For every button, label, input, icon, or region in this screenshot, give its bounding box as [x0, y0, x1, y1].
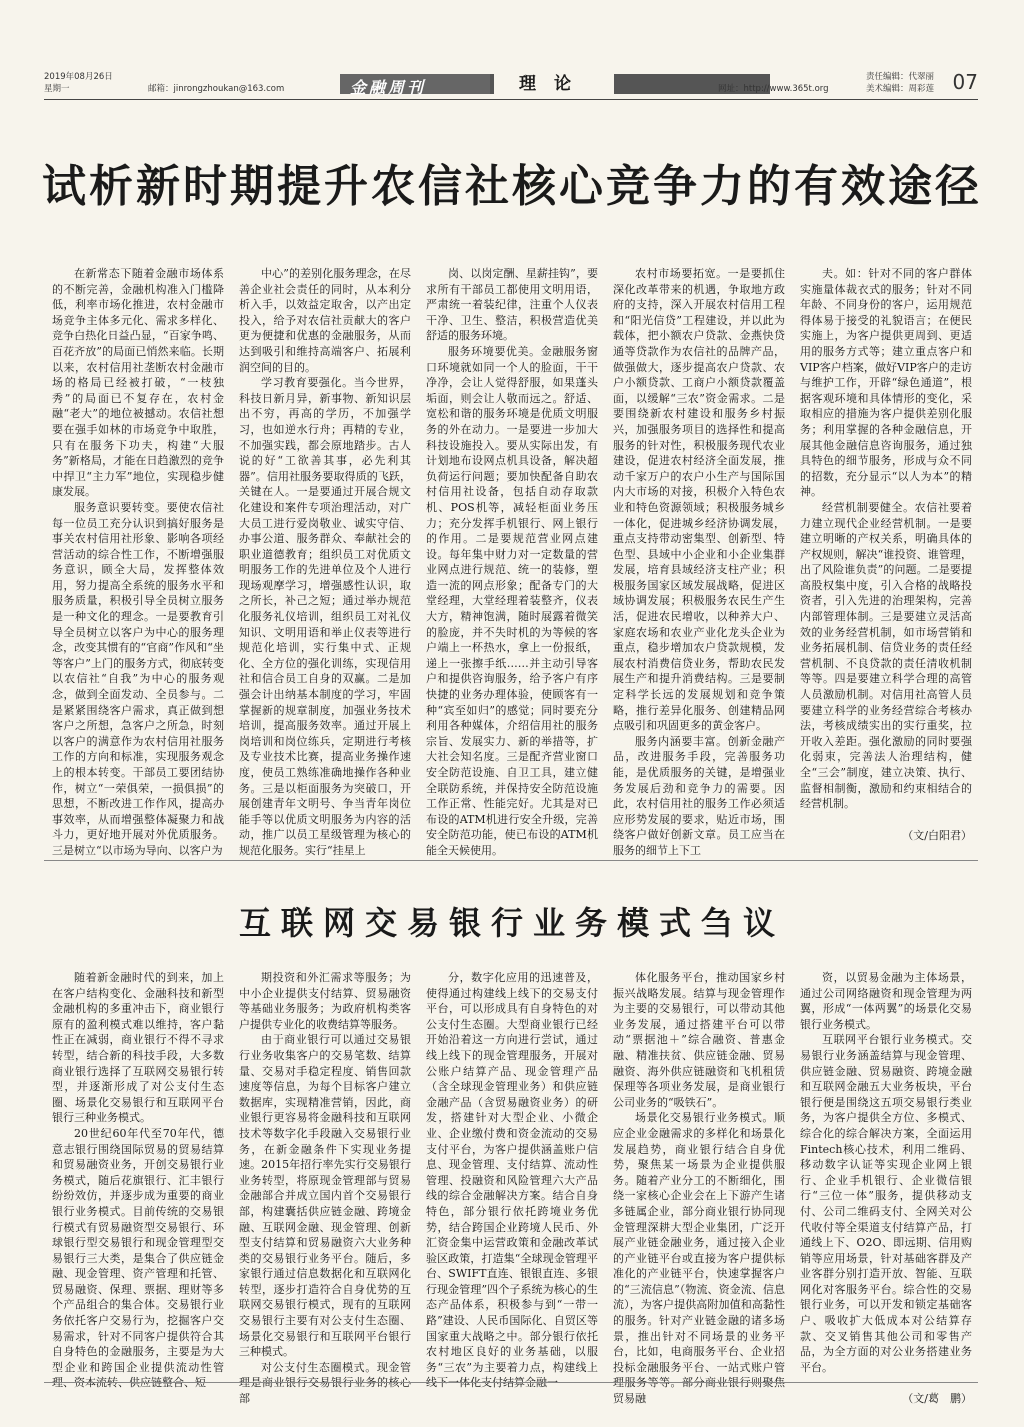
- issue-weekday: 星期一: [44, 84, 70, 94]
- article2-column-3: [426, 970, 598, 1390]
- article1-column-4: [613, 266, 785, 857]
- paragraph: 场景化交易银行业务模式。顺应企业金融需求的多样化和场景化发展趋势，商业银行结合自身优势，聚焦某一场景为企业提供服务。随着产业分工的不断细化，围绕一家核心企业会在上下游产生诸多链属企业，部分商业银行协同现金管理深耕大型企业集团，广泛开展产业链金融业务，通过接入企业的产业链平台或直接为客户提供标准化的产业链平台，快速掌握客户的“三流信息”（物流、资金流、信息流），为客户提供高附加值和高黏性的服务。针对产业链金融的诸多场景，推出针对不同场景的业务平台，比如，电商服务平台、企业招投标金融服务平台、一站式账户管理服务等等。部分商业银行则聚焦贸易融: [613, 1111, 785, 1406]
- paragraph: 随着新金融时代的到来，加上在客户结构变化、金融科技和新型金融机构的多重冲击下，商业银行原有的盈利模式难以维持，客户黏性正在减弱，商业银行不得不寻求转型，结合新的科技手段，大多数商业银行选择了互联网交易银行转型，并逐渐形成了对公支付生态圈、场景化交易银行和互联网平台银行三种业务模式。: [52, 971, 224, 1125]
- article1-title: 试析新时期提升农信社核心竞争力的有效途径: [42, 161, 982, 212]
- article2-body: [52, 970, 972, 1406]
- article1-body: [52, 266, 972, 857]
- article1-column-5: [800, 266, 972, 842]
- responsible-editor: 责任编辑：代翠丽: [866, 72, 935, 82]
- paragraph: 中心”的差别化服务理念，在尽善企业社会责任的同时，从本利分析入手，以效益定取舍，以产出定投入，给予对农信社贡献大的客户更为便捷和优惠的金融服务，从而达到吸引和维持高端客户、拓展利润空间的目的。: [239, 267, 411, 374]
- paragraph: 互联网平台银行业务模式。交易银行业务涵盖结算与现金管理、供应链金融、贸易融资、跨境金融和互联网金融五大业务板块，平台银行便是围绕这五项交易银行类业务，为客户提供全方位、多模式、综合化的综合解决方案，全面运用Fintech核心技术，利用二维码、移动数字认证等实现企业网上银行、企业手机银行、企业微信银行“三位一体”服务，提供移动支付、公司二维码支付、全网关对公代收付等全渠道支付结算产品，打通线上下、O2O、即远期、信用购销等应用场景，针对基础客群及产业客群分别打造开放、智能、互联网化对客服务平台。综合性的交易银行业务，可以开发和锁定基础客户、吸收扩大低成本对公结算存款、交叉销售其他公司和零售产品，为全方面的对公业务搭建业务平台。: [800, 1033, 972, 1374]
- paragraph: 农村市场要拓宽。一是要抓住深化改革带来的机遇，争取地方政府的支持，深入开展农村信用工程和“阳光信贷”工程建设，并以此为载体，把小额农户贷款、金燕快贷通等贷款作为农信社的品牌产品，做强做大，逐步提高农户贷款、农户小额贷款、工商户小额贷款覆盖面，以缓解“三农”资金需求。二是要围绕新农村建设和服务乡村振兴，加强服务项目的选择性和提高服务的针对性，积极服务现代农业建设，促进农村经济全面发展，推动千家万户的农户小生产与国际国内大市场的对接，积极介入特色农业和特色资源领域；积极服务城乡一体化，促进城乡经济协调发展，重点支持带动密集型、创新型、特色型、县域中小企业和小企业集群发展，培育县域经济支柱产业；积极服务国家区域发展战略，促进区域协调发展；积极服务农民生产生活，促进农民增收，以种养大户、家庭农场和农业产业化龙头企业为重点，稳步增加农户贷款规模，发展农村消费信贷业务，帮助农民发展生产和提升消费结构。三是要制定科学长远的发展规划和竞争策略，推行差异化服务、创建精品网点吸引和巩固更多的黄金客户。: [613, 267, 785, 733]
- article2-column-4: [613, 970, 785, 1406]
- article1-column-3: [426, 266, 598, 857]
- paragraph: 服务意识要转变。要使农信社每一位员工充分认识到搞好服务是事关农村信用社形象、影响各项经营活动的综合性工作，不断增强服务意识，顾全大局，发挥整体效用，努力提高全系统的服务水平和服务质量，积极引导全员树立服务是一种文化的理念。一是要教育引导全员树立以客户为中心的服务理念，改变其惯有的“官商”作风和“坐等客户”上门的服务方式，彻底转变以农信社“自我”为中心的服务观念，做到全面发动、全员参与。二是紧紧围绕客户需求，真正做到想客户之所想，急客户之所急，时刻以客户的满意作为农村信用社服务工作的方向和标准，实现服务观念上的根本转变。干部员工要团结协作，树立“一荣俱荣，一损俱损”的思想，不断改进工作作风，提高办事效率，从而增强整体凝聚力和战斗力，更好地开展对外优质服务。三是树立“以市场为导向、以客户为: [52, 500, 224, 857]
- page-number: 07: [952, 70, 978, 94]
- header-rule: [44, 99, 978, 100]
- brand-name: 金融周刊: [350, 78, 427, 97]
- section-name: 理论: [494, 74, 614, 94]
- paragraph: 学习教育要强化。当今世界，科技日新月异，新事物、新知识层出不穷，再高的学历，不加强学习，也如逆水行舟；再精的专业，不加强实践，都会原地踏步。古人说的好“工欲善其事，必先利其器”。信用社服务要取得质的飞跃，关键在人。一是要通过开展合规文化建设和案件专项治理活动，对广大员工进行爱岗敬业、诚实守信、办事公道、服务群众、奉献社会的职业道德教育；组织员工对优质文明服务工作的先进单位及个人进行现场观摩学习，增强感性认识，取之所长，补己之短；通过举办规范化服务礼仪培训，组织员工对礼仪知识、文明用语和举止仪表等进行规范化培训，实行集中式、正规化、全方位的强化训练，实现信用社和信合员工自身的双赢。二是加强会计出纳基本制度的学习，牢固掌握新的规章制度，加强业务技术培训，提高服务效率。通过开展上岗培训和岗位练兵，定期进行考核及专业技术比赛，提高业务操作速度，使员工熟练准确地操作各种业务。三是以柜面服务为突破口，开展创建青年文明号、争当青年岗位能手等以优质文明服务为内容的活动，推广以员工星级管理为核心的规范化服务。实行“挂星上: [239, 376, 411, 857]
- paragraph: 岗、以岗定酬、星薪挂钩”，要求所有干部员工都使用文明用语，严肃统一着装纪律，注重个人仪表干净、卫生、整洁，积极营造优美舒适的服务环境。: [426, 267, 598, 343]
- paragraph: 服务内涵要丰富。创新金融产品，改进服务手段，完善服务功能，是优质服务的关键，是增强业务发展后劲和竞争力的需要。因此，农村信用社的服务工作必须适应形势发展的要求，贴近市场，围绕客户做好创新文章。员工应当在服务的细节上下工: [613, 734, 785, 857]
- article2-title: 互联网交易银行业务模式刍议: [238, 904, 785, 942]
- article-divider: [44, 860, 978, 861]
- article2-author: （文/葛 鹏）: [902, 1392, 972, 1406]
- article1-column-1: [52, 266, 224, 857]
- paragraph: 20世纪60年代至70年代，德意志银行围绕国际贸易的贸易结算和贸易融资业务，开创交易银行业务模式，随后花旗银行、汇丰银行纷纷效仿，并逐步成为重要的商业银行业务模式。目前传统的交易银行模式有贸易融资型交易银行、环球银行型交易银行和现金管理型交易银行三大类，是集合了供应链金融、现金管理、资产管理和托管、贸易融资、保理、票据、理财等多个产品组合的集合体。交易银行业务依托客户交易行为，挖掘客户交易需求，针对不同客户提供符合其自身特色的金融服务，主要是为大型企业和跨国企业提供流动性管理、资本流转、供应链整合、短: [52, 1126, 224, 1390]
- paragraph: 体化服务平台，推动国家乡村振兴战略发展。结算与现金管理作为主要的交易银行，可以带动其他业务发展，通过搭建平台可以带动“票据池＋”综合融资、普惠金融、精准扶贫、供应链金融、贸易融资、海外供应链融资和飞机租赁保理等各项业务发展，是商业银行公司业务的“吸铁石”。: [613, 971, 785, 1109]
- article1-author: （文/白阳君）: [902, 828, 972, 842]
- issue-date: 2019年08月26日: [44, 72, 113, 82]
- article2-column-5: [800, 970, 972, 1406]
- contact-email: 邮箱：jinrongzhoukan@163.com: [148, 84, 285, 94]
- paragraph: 在新常态下随着金融市场体系的不断完善，金融机构准入门槛降低，利率市场化推进，农村金融市场竞争主体多元化、需求多样化、竞争白热化日益凸显，“百家争鸣、百花齐放”的局面已悄然来临。长期以来，农村信用社垄断农村金融市场的格局已经被打破，“一枝独秀”的局面已不复存在，农村金融“老大”的地位被撼动。农信社想要在强手如林的市场竞争中取胜，只有在服务下功夫，构建“大服务”新格局，才能在日趋激烈的竞争中捍卫“主力军”地位，实现稳步健康发展。: [52, 267, 224, 499]
- paragraph: 经营机制要健全。农信社要着力建立现代企业经营机制。一是要建立明晰的产权关系，明确具体的产权规则，解决“谁投资、谁管理，出了风险谁负责”的问题。二是要提高股权集中度，引入合格的战略投资者，引入先进的治理架构，完善内部管理体制。三是要建立灵活高效的业务经营机制，如市场营销和业务拓展机制、信贷业务的责任经营机制、不良贷款的责任清收机制等等。四是要建立科学合理的高管人员激励机制。对信用社高管人员要建立科学的业务经营综合考核办法，考核成绩实出的实行重奖，拉开收入差距。强化激励的同时要强化弱束，完善法人治理结构，健全“三会”制度，建立决策、执行、监督相制衡，激励和约束相结合的经营机制。: [800, 500, 972, 811]
- art-editor: 美术编辑：周彩莲: [866, 84, 935, 94]
- article2-column-2: [239, 970, 411, 1406]
- page-header: [44, 70, 978, 100]
- paragraph: 由于商业银行可以通过交易银行业务收集客户的交易笔数、结算量、交易对手稳定程度、销售回款速度等信息，为每个目标客户建立数据库，实现精准营销，因此，商业银行更容易将金融科技和互联网技术等数字化手段融入交易银行业务，在新金融条件下实现业务提速。2015年招行率先实行交易银行业务转型，将原现金管理部与贸易金融部合并成立国内首个交易银行部，构建囊括供应链金融、跨境金融、互联网金融、现金管理、创新型支付结算和贸易融资六大业务种类的交易银行业务平台。随后，多家银行通过信息数据化和互联网化转型，逐步打造符合自身优势的互联网交易银行模式，现有的互联网交易银行主要有对公支付生态圈、场景化交易银行和互联网平台银行三种模式。: [239, 1033, 411, 1359]
- footer-rule: [44, 1382, 978, 1383]
- brand-block: [340, 74, 490, 97]
- masthead-band: [340, 74, 770, 97]
- paragraph: 服务环境要优美。金融服务窗口环境就如同一个人的脸面，干干净净，会让人觉得舒服，如果蓬头垢面，则会让人敬而远之。舒适、宽松和谐的服务环境是优质文明服务的外在动力。一是要进一步加大科技设施投入。要从实际出发，有计划地布设网点机具设备，解决超负荷运行问题；要加快配备自助农村信用社设备，包括自动存取款机、POS机等，减轻柜面业务压力；充分发挥手机银行、网上银行的作用。二是要规范营业网点建设。每年集中财力对一定数量的营业网点进行规范、统一的装修，塑造一流的网点形象；配备专门的大堂经理，大堂经理着装整齐，仪表大方，精神饱满，随时展露着微笑的脸庞，并不失时机的为等候的客户端上一杯热水，拿上一份报纸，递上一张擦手纸……并主动引导客户和提供咨询服务，给予客户有序快捷的业务办理体验，使顾客有一种“宾至如归”的感觉；同时要充分利用各种媒体，介绍信用社的服务宗旨、发展实力、新的举措等，扩大社会知名度。三是配齐营业窗口安全防范设施、自卫工具，建立健全联防系统，并保持安全防范设施工作正常、性能完好。尤其是对已布设的ATM机进行安全升级，完善安全防范功能，使已布设的ATM机能全天候使用。: [426, 344, 598, 857]
- website: 网址：http://www.365t.org: [718, 84, 829, 94]
- article2-column-1: [52, 970, 224, 1390]
- paragraph: 分，数字化应用的迅速普及，使得通过构建线上线下的交易支付平台，可以形成具有自身特色的对公支付生态圈。大型商业银行已经开始沿着这一方向进行尝试，通过线上线下的现金管理服务，开展对公账户结算产品、现金管理产品（含全球现金管理业务）和供应链金融产品（含贸易融资业务）的研发，搭建针对大型企业、小微企业、企业缴付费和资金流动的交易支付平台，为客户提供涵盖账户信息、现金管理、支付结算、流动性管理、投融资和风险管理六大产品线的综合金融解决方案。结合自身特色，部分银行依托跨境业务优势，结合跨国企业跨境人民币、外汇资金集中运营政策和金融改革试验区政策，打造集“全球现金管理平台、SWIFT直连、银银直连、多银行现金管理”四个子系统为核心的生态产品体系，积极参与到“一带一路”建设、人民币国际化、自贸区等国家重大战略之中。部分银行依托农村地区良好的业务基础，以服务“三农”为主要着力点，构建线上线下一体化支付结算金融一: [426, 971, 598, 1390]
- paragraph: 对公支付生态圈模式。现金管理是商业银行交易银行业务的核心部: [239, 1360, 411, 1406]
- paragraph: 夫。如：针对不同的客户群体实施量体裁衣式的服务；针对不同年龄、不同身份的客户，运用规范得体易于接受的礼貌语言；在便民实施上，为客户提供更周到、更适用的服务方式等；建立重点客户和VIP客户档案，做好VIP客户的走访与维护工作，开辟“绿色通道”，根据客观环境和具体情形的变化，采取相应的措施为客户提供差别化服务；利用掌握的各种金融信息，开展其他金融信息咨询服务，通过独具特色的细节服务，形成与众不同的招数，充分显示“以人为本”的精神。: [800, 267, 972, 499]
- paragraph: 期投资和外汇需求等服务；为中小企业提供支付结算、贸易融资等基础业务服务；为政府机构类客户提供专业化的收费结算等服务。: [239, 971, 411, 1031]
- paragraph: 资，以贸易金融为主体场景，通过公司网络融资和现金管理为两翼，形成“一体两翼”的场景化交易银行业务模式。: [800, 971, 972, 1031]
- article1-column-2: [239, 266, 411, 857]
